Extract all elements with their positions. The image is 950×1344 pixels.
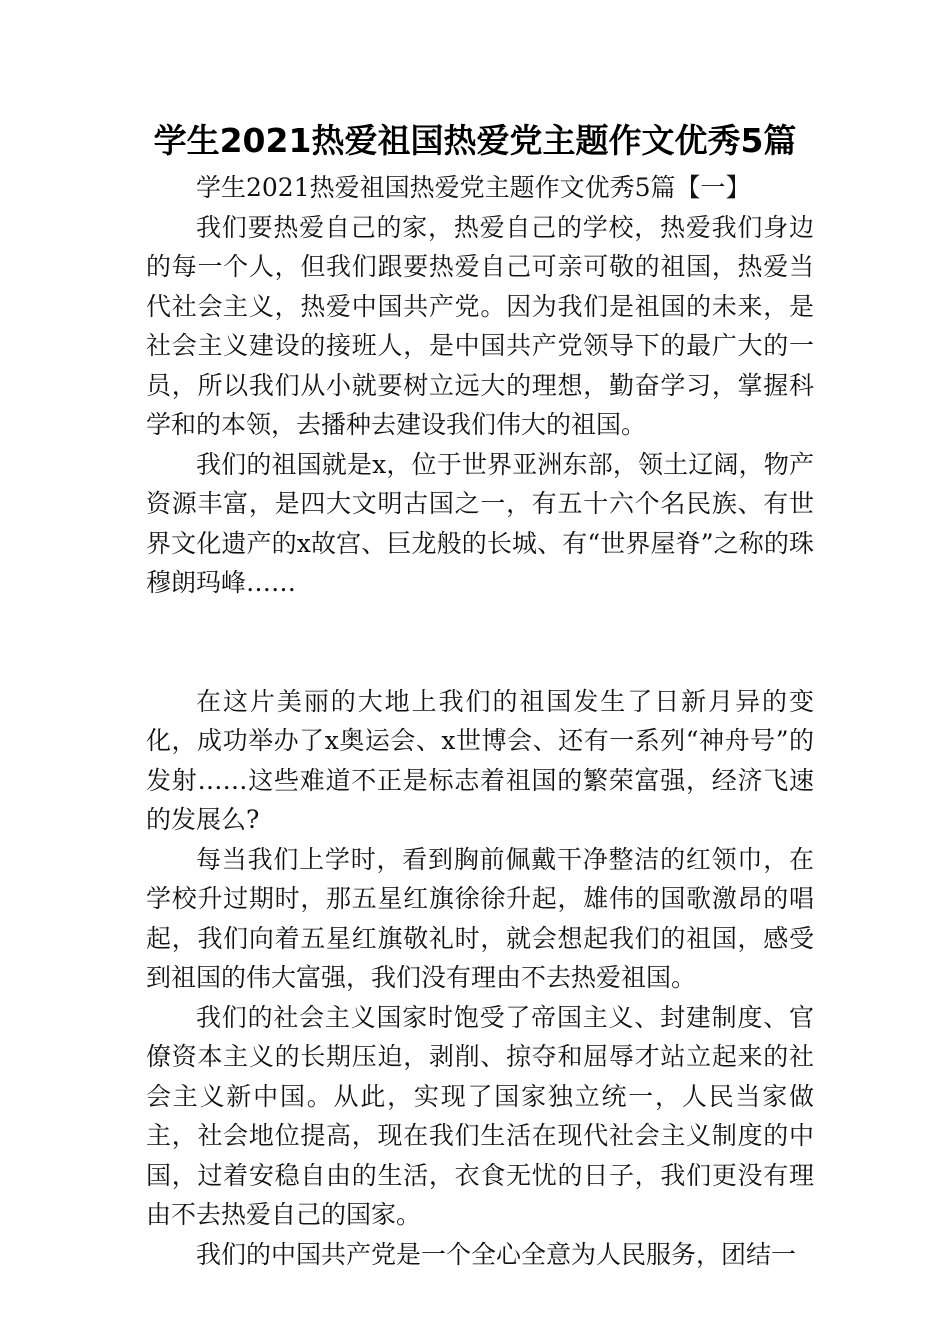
document-body <box>146 168 814 1274</box>
document-title: 学生2021热爱祖国热爱党主题作文优秀5篇 <box>153 121 797 160</box>
blank-space <box>146 603 814 682</box>
paragraph-3: 在这片美丽的大地上我们的祖国发生了日新月异的变化，成功举办了x奥运会、x世博会、还有一系列“神舟号”的发射……这些难道不正是标志着祖国的繁荣富强，经济飞速的发展么? <box>146 686 814 834</box>
paragraph-6: 我们的中国共产党是一个全心全意为人民服务，团结一 <box>196 1239 797 1269</box>
section-heading: 学生2021热爱祖国热爱党主题作文优秀5篇【一】 <box>196 173 751 202</box>
paragraph-4: 每当我们上学时，看到胸前佩戴干净整洁的红领巾，在学校升过期时，那五星红旗徐徐升起，雄伟的国歌激昂的唱起，我们向着五星红旗敬礼时，就会想起我们的祖国，感受到祖国的伟大富强，我们没有理由不去热爱祖国。 <box>146 844 814 992</box>
paragraph-5: 我们的社会主义国家时饱受了帝国主义、封建制度、官僚资本主义的长期压迫，剥削、掠夺和屈辱才站立起来的社会主义新中国。从此，实现了国家独立统一，人民当家做主，社会地位提高，现在我们生活在现代社会主义制度的中国，过着安稳自由的生活，衣食无忧的日子，我们更没有理由不去热爱自己的国家。 <box>146 1002 814 1229</box>
paragraph-2: 我们的祖国就是x，位于世界亚洲东部，领土辽阔，物产资源丰富，是四大文明古国之一，有五十六个名民族、有世界文化遗产的x故宫、巨龙般的长城、有“世界屋脊”之称的珠穆朗玛峰…… <box>146 449 814 597</box>
paragraph-1: 我们要热爱自己的家，热爱自己的学校，热爱我们身边的每一个人，但我们跟要热爱自己可亲可敬的祖国，热爱当代社会主义，热爱中国共产党。因为我们是祖国的未来，是社会主义建设的接班人，是中国共产党领导下的最广大的一员，所以我们从小就要树立远大的理想，勤奋学习，掌握科学和的本领，去播种去建设我们伟大的祖国。 <box>146 212 814 439</box>
